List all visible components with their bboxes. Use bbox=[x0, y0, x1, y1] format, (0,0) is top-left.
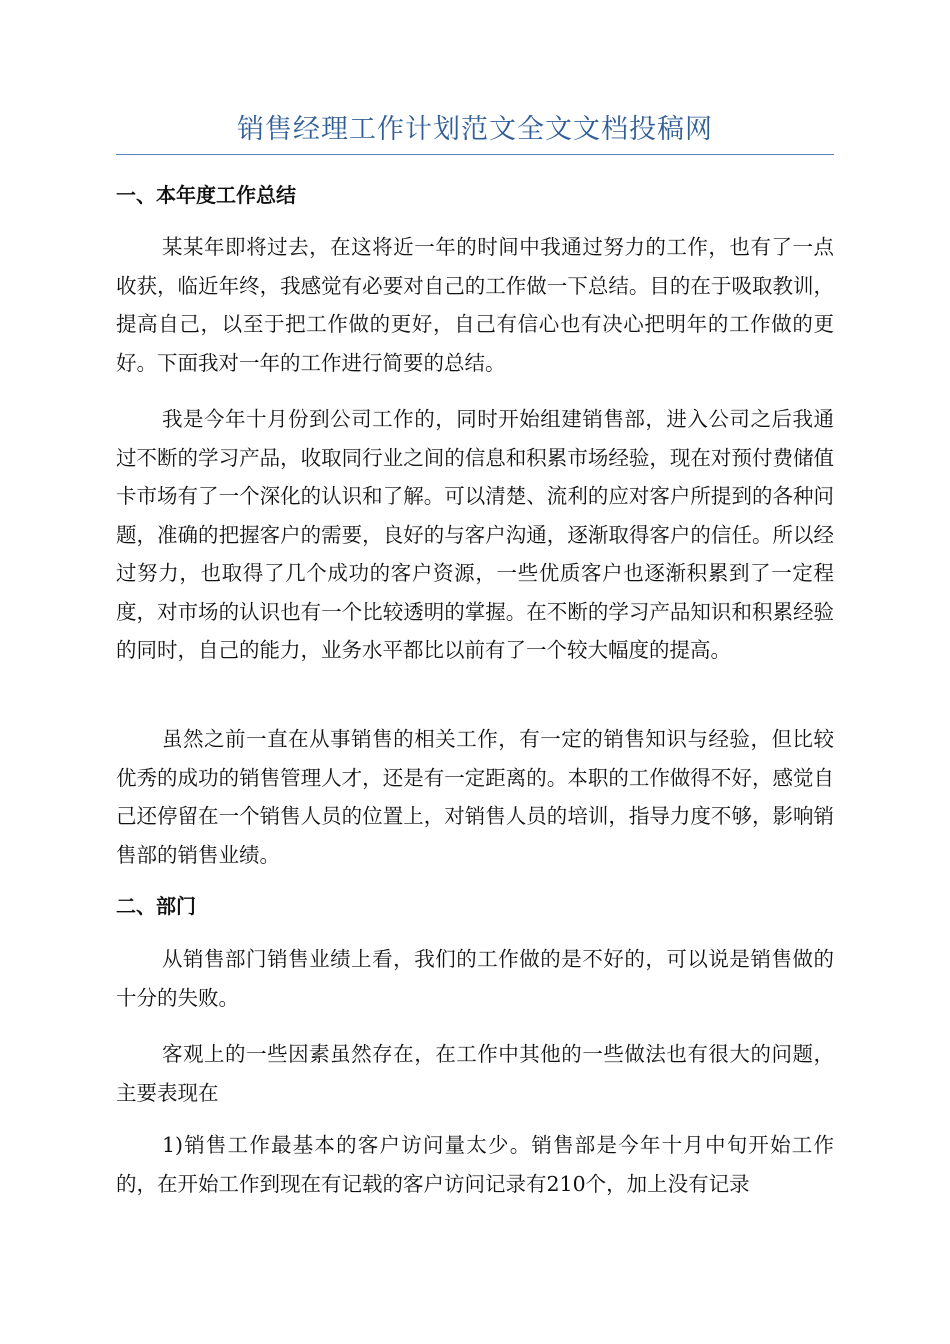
section-heading-department: 二、部门 bbox=[116, 894, 196, 918]
paragraph: 1)销售工作最基本的客户访问量太少。销售部是今年十月中旬开始工作的，在开始工作到现在有记载的客户访问记录有210个，加上没有记录 bbox=[116, 1133, 834, 1196]
paragraph: 虽然之前一直在从事销售的相关工作，有一定的销售知识与经验，但比较优秀的成功的销售管理人才，还是有一定距离的。本职的工作做得不好，感觉自己还停留在一个销售人员的位置上，对销售人员的培训，指导力度不够，影响销售部的销售业绩。 bbox=[116, 727, 834, 867]
document-title: 销售经理工作计划范文全文文档投稿网 bbox=[237, 114, 713, 145]
paragraph: 我是今年十月份到公司工作的，同时开始组建销售部，进入公司之后我通过不断的学习产品，收取同行业之间的信息和积累市场经验，现在对预付费储值卡市场有了一个深化的认识和了解。可以清楚、流利的应对客户所提到的各种问题，准确的把握客户的需要，良好的与客户沟通，逐渐取得客户的信任。所以经过努力，也取得了几个成功的客户资源，一些优质客户也逐渐积累到了一定程度，对市场的认识也有一个比较透明的掌握。在不断的学习产品知识和积累经验的同时，自己的能力，业务水平都比以前有了一个较大幅度的提高。 bbox=[116, 407, 834, 662]
paragraph: 某某年即将过去，在这将近一年的时间中我通过努力的工作，也有了一点收获，临近年终，我感觉有必要对自己的工作做一下总结。目的在于吸取教训，提高自己，以至于把工作做的更好，自己有信心也有决心把明年的工作做的更好。下面我对一年的工作进行简要的总结。 bbox=[116, 235, 834, 375]
paragraph: 从销售部门销售业绩上看，我们的工作做的是不好的，可以说是销售做的十分的失败。 bbox=[116, 947, 834, 1010]
title-underline bbox=[116, 154, 834, 155]
section-heading-annual-summary: 一、本年度工作总结 bbox=[116, 183, 296, 207]
paragraph: 客观上的一些因素虽然存在，在工作中其他的一些做法也有很大的问题，主要表现在 bbox=[116, 1042, 834, 1105]
